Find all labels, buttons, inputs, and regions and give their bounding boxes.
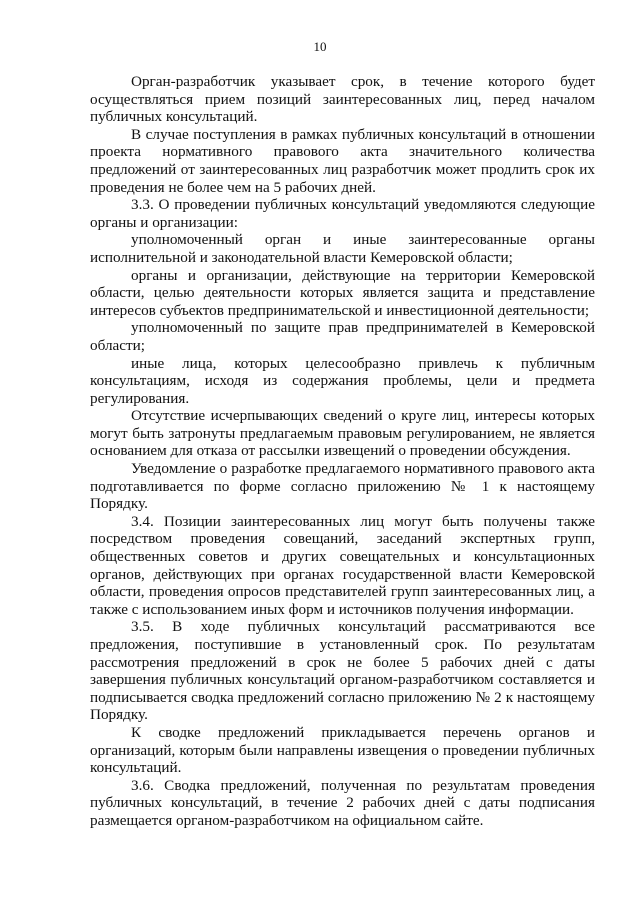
list-item-organizations: органы и организации, действующие на территории Кемеровской области, целью деятельности которых является защита и представление интересов субъектов предпринимательской и инвестиционной деятельности;: [90, 266, 595, 319]
list-item-authorized-body: уполномоченный орган и иные заинтересованные органы исполнительной и законодательной власти Кемеровской области;: [90, 231, 595, 266]
paragraph-submission-period: Орган-разработчик указывает срок, в течение которого будет осуществляться прием позиций заинтересованных лиц, перед началом публичных консультаций.: [90, 73, 595, 126]
paragraph-absence-of-info: Отсутствие исчерпывающих сведений о круге лиц, интересы которых могут быть затронуты предлагаемым правовым регулированием, не является основанием для отказа от рассылки извещений о проведении обсуждения.: [90, 407, 595, 460]
document-body: [90, 73, 595, 830]
list-item-other-persons: иные лица, которых целесообразно привлечь к публичным консультациям, исходя из содержания проблемы, цели и предмета регулирования.: [90, 354, 595, 407]
paragraph-extension: В случае поступления в рамках публичных консультаций в отношении проекта нормативного правового акта значительного количества предложений от заинтересованных лиц разработчик может продлить срок их проведения не более чем на 5 рабочих дней.: [90, 125, 595, 196]
paragraph-notification-form: Уведомление о разработке предлагаемого нормативного правового акта подготавливается по форме согласно приложению № 1 к настоящему Порядку.: [90, 460, 595, 513]
paragraph-section-3-5: 3.5. В ходе публичных консультаций рассматриваются все предложения, поступившие в установленный срок. По результатам рассмотрения предложений в срок не более 5 рабочих дней с даты завершения публичных консультаций органом-разработчиком составляется и подписывается сводка предложений согласно приложению № 2 к настоящему Порядку.: [90, 618, 595, 724]
paragraph-section-3-4: 3.4. Позиции заинтересованных лиц могут быть получены также посредством проведения совещаний, заседаний экспертных групп, общественных советов и других совещательных и консультационных органов, действующих при органах государственной власти Кемеровской области, проведения опросов представителей групп заинтересованных лиц, а также с использованием иных форм и источников получения информации.: [90, 512, 595, 618]
paragraph-summary-attachment: К сводке предложений прикладывается перечень органов и организаций, которым были направлены извещения о проведении публичных консультаций.: [90, 723, 595, 777]
paragraph-section-3-6: 3.6. Сводка предложений, полученная по результатам проведения публичных консультаций, в течение 2 рабочих дней с даты подписания размещается органом-разработчиком на официальном сайте.: [90, 776, 595, 829]
list-item-ombudsman: уполномоченный по защите прав предпринимателей в Кемеровской области;: [90, 319, 595, 354]
paragraph-section-3-3: 3.3. О проведении публичных консультаций уведомляются следующие органы и организации:: [90, 196, 595, 231]
page-number: 10: [313, 39, 327, 54]
